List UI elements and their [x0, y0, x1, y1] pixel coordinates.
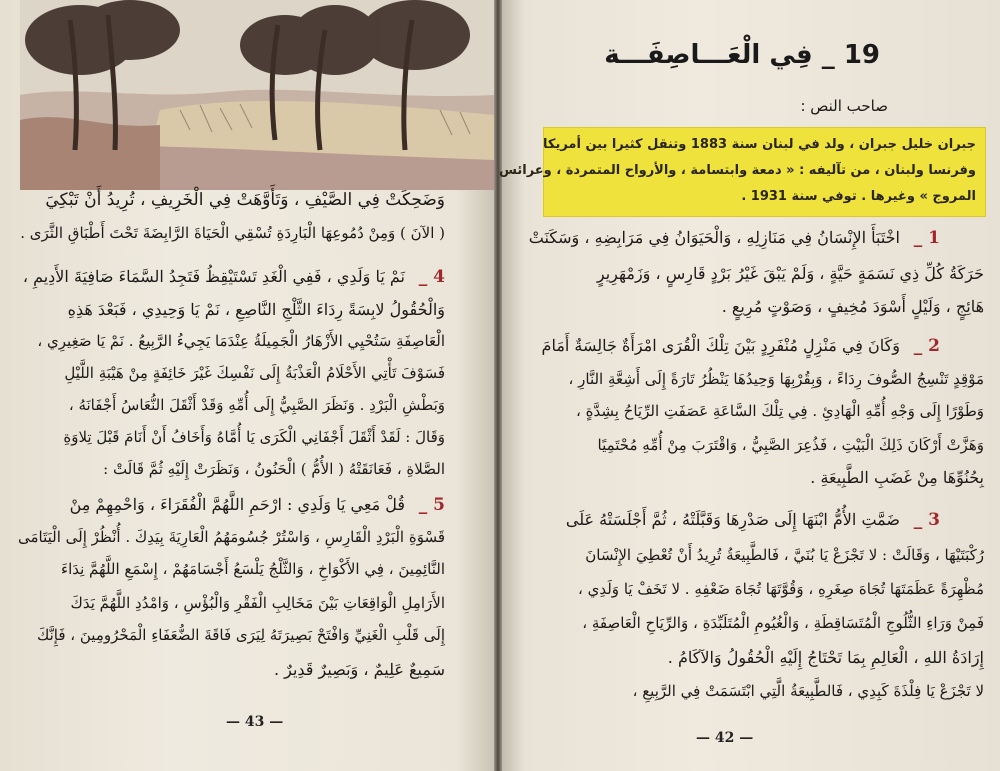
- left-line-7: وَبَطْشِ الْبَرْدِ . وَنَظَرَ الصَّبِيُّ إِلَى أُمِّهِ وَقَدْ أَثْقَلَ النُّعَاسُ أَجْفَانَهُ ،: [68, 396, 445, 414]
- left-line-13: الأَرَامِلِ الْوَاقِعَاتِ بَيْنَ مَخَالِبِ الْفَقْرِ وَالْبُؤْسِ ، وَامْدُدِ اللَّهُمَّ يَدَكَ: [70, 594, 445, 612]
- book-gutter: [494, 0, 502, 771]
- left-line-12: النَّائِمِينَ ، فِي الأَكْوَاخِ ، وَالثَّلْجُ يَلْسَعُ أَجْسَامَهُمْ ، إِسْمَعِ اللَّهُمَّ نِدَاءَ: [61, 560, 445, 578]
- paragraph-number-1: 1 _: [913, 228, 940, 248]
- left-line-8: وَقَالَ : لَقَدْ أَثْقَلَ أَجْفَانِي الْكَرَى يَا أُمَّاهُ وَأَخَافُ أَنْ أَنَامَ قَبْلَ تِلاوَةِ: [63, 428, 445, 446]
- chapter-title: 19 _ فِي الْعَـــاصِفَـــة: [604, 40, 880, 70]
- bio-line-1: جبران خليل جبران ، ولد في لبنان سنة 1883 وتنقل كثيرا بين أمريكا: [543, 137, 976, 152]
- right-line-12: فَمِنْ وَرَاءِ الثُّلُوجِ الْمُتَسَاقِطَةِ ، وَالْغُيُومِ الْمُتَلَبِّدَةِ ، وَالرِّيَاحِ الْعَاصِفَةِ ،: [582, 614, 984, 632]
- paragraph-number-3: 3 _: [913, 510, 940, 530]
- right-line-7: وَهَزَّتْ أَرْكَانَ ذَلِكَ الْبَيْتِ ، فَذُعِرَ الصَّبِيُّ ، وَاقْتَرَبَ مِنْ أُمِّهِ مُحْتَمِيًا: [597, 436, 984, 454]
- left-line-4: وَالْحُقُولُ لابِسَةً رِدَاءَ الثَّلْجِ النَّاصِعِ ، نَمْ يَا وَحِيدِي ، فَبَعْدَ هَذِهِ: [67, 300, 445, 319]
- left-line-10: قُلْ مَعِي يَا وَلَدِي : ارْحَمِ اللَّهُمَّ الْفُقَرَاءَ ، وَاحْمِهِمْ مِنْ: [69, 495, 405, 514]
- right-line-3: هَائِجٍ ، وَلَيْلٍ أَسْوَدَ مُخِيفٍ ، وَصَوْتٍ مُرِيعٍ .: [721, 297, 984, 316]
- right-line-9: ضَمَّتِ الأُمُّ ابْنَهَا إِلَى صَدْرِهَا وَقَبَّلَتْهُ ، ثُمَّ أَجْلَسَتْهُ عَلَى: [565, 510, 900, 529]
- author-bio-box: [499, 127, 986, 217]
- author-heading: صاحب النص :: [800, 97, 888, 115]
- left-line-2: ( الآنَ ) وَمِنْ دُمُوعِهَا الْبَارِدَةِ تُسْقِي الْحَيَاةَ الرَّابِضَةَ تَحْتَ أَطْبَاقِ الثَّرَى .: [20, 224, 445, 242]
- paragraph-number-4: 4 _: [418, 267, 445, 287]
- bio-line-3: المروج » وغيرها . توفي سنة 1931 .: [741, 189, 976, 204]
- right-page-number: — 42 —: [696, 730, 754, 746]
- right-line-8: بِحُنُوِّهَا مِنْ غَضَبِ الطَّبِيعَةِ .: [810, 468, 984, 487]
- left-line-3: نَمْ يَا وَلَدِي ، فَفِي الْغَدِ تَسْتَيْقِظُ فَتَجِدُ السَّمَاءَ صَافِيَةَ الأَدِيمِ ،: [22, 267, 405, 286]
- right-line-1: اخْتَبَأَ الإِنْسَانُ فِي مَنَازِلِهِ ، وَالْحَيَوَانُ فِي مَرَابِضِهِ ، وَسَكَنَتْ: [528, 228, 900, 247]
- left-line-6: فَسَوْفَ تَأْتِي الأَحْلَامُ الْعَذْبَةُ إِلَى نَفْسِكَ غَيْرَ خَائِفَةٍ مِنْ هَيْبَةِ اللَّيْلِ: [64, 364, 445, 382]
- right-line-6: وَطَوْرًا إِلَى وَجْهِ أُمِّهِ الْهَادِئِ . فِي تِلْكَ السَّاعَةِ عَصَفَتِ الرِّيَاحُ بِشِدَّةٍ ،: [576, 402, 984, 420]
- right-line-5: مَوْقِدٍ تَنْسِجُ الصُّوفَ رِدَاءً ، وَبِقُرْبِهَا وَحِيدُهَا يَنْظُرُ تَارَةً إِلَى أَشِعَّةِ النَّارِ ،: [568, 370, 984, 388]
- right-line-13: إِرَادَةُ اللهِ ، الْعَالِمِ بِمَا تَحْتَاجُ إِلَيْهِ الْحُقُولُ وَالآكَامُ .: [667, 648, 984, 667]
- left-page-number: — 43 —: [226, 714, 284, 730]
- left-line-14: إِلَى قَلْبِ الْغَنِيِّ وَافْتَحْ بَصِيرَتَهُ لِيَرَى فَاقَةَ الضُّعَفَاءِ الْمَحْرُومِينَ ، فَإِنَّكَ: [36, 626, 445, 644]
- storm-trees-illustration: [20, 0, 494, 190]
- left-line-5: الْعَاصِفَةِ سَتُحْيِي الأَزْهَارُ الْجَمِيلَةُ عِنْدَمَا يَجِيءُ الرَّبِيعُ . نَمْ يَا صَغِيرِي ،: [37, 332, 445, 350]
- left-line-11: قَسْوَةِ الْبَرْدِ الْقَارِسِ ، وَاسْتُرْ جُسُومَهُمُ الْعَارِيَةَ بِيَدِكَ . أُنْظُرْ إِلَى الْيَتَامَى: [17, 528, 445, 546]
- bio-line-2: وفرنسا ولبنان ، من تآليفه : « دمعة وابتسامة ، والأرواح المتمردة ، وعرائس: [499, 163, 976, 178]
- right-line-10: رُكْبَتَيْهَا ، وَقَالَتْ : لا تَجْزَعْ يَا بُنَيَّ ، فَالطَّبِيعَةُ تُرِيدُ أَنْ تُعْطِيَ الإِنْسَانَ: [585, 546, 984, 564]
- paragraph-number-5: 5 _: [418, 495, 445, 515]
- right-line-2: حَرَكَةُ كُلِّ ذِي نَسَمَةٍ حَيَّةٍ ، وَلَمْ يَبْقَ غَيْرُ بَرْدٍ قَارِسٍ ، وَزَمْهَرِيرٍ: [596, 264, 984, 283]
- paragraph-number-2: 2 _: [913, 336, 940, 356]
- right-line-4: وَكَانَ فِي مَنْزِلٍ مُنْفَرِدٍ بَيْنَ تِلْكَ الْقُرَى امْرَأَةٌ جَالِسَةٌ أَمَامَ: [541, 336, 900, 355]
- right-line-11: مُظْهِرَةً عَظَمَتَهَا تُجَاهَ صِغَرِهِ ، وَقُوَّتَهَا تُجَاهَ ضَعْفِهِ . لا تَخَفْ يَا وَلَدِي ،: [578, 580, 984, 598]
- left-line-9: الصَّلاةِ ، فَعَانَقَتْهُ ( الأُمُّ ) الْحَنُونُ ، وَنَظَرَتْ إِلَيْهِ ثُمَّ قَالَتْ :: [103, 460, 445, 478]
- left-line-1: وَضَحِكَتْ فِي الصَّيْفِ ، وَتَأَوَّهَتْ فِي الْخَرِيفِ ، تُرِيدُ أَنْ تَبْكِيَ: [45, 190, 445, 210]
- right-line-14: لا تَجْزَعْ يَا فِلْذَةَ كَبِدِي ، فَالطَّبِيعَةُ الَّتِي ابْتَسَمَتْ فِي الرَّبِيعِ ،: [632, 682, 984, 700]
- left-line-15: سَمِيعٌ عَلِيمٌ ، وَبَصِيرٌ قَدِيرٌ .: [273, 660, 445, 679]
